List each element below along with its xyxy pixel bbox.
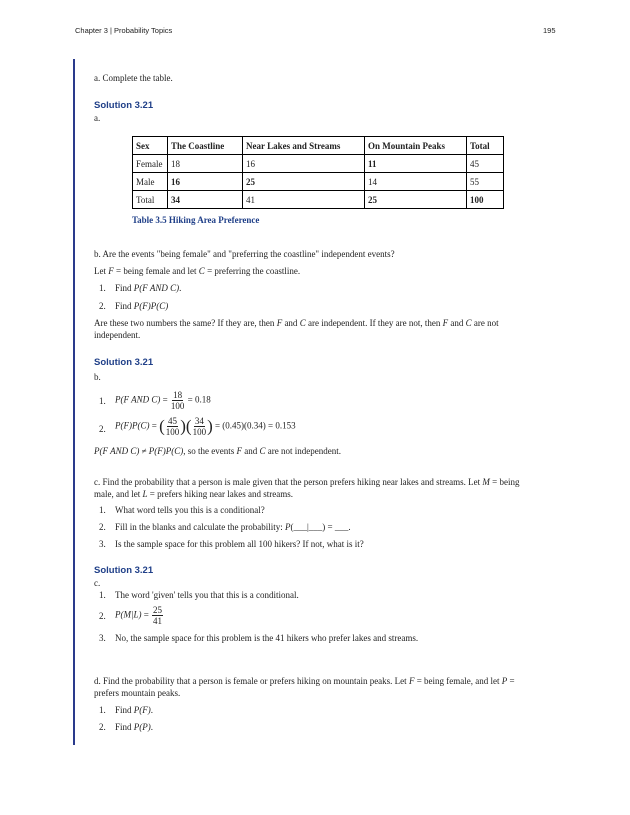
table-cell: 41 (243, 191, 365, 209)
table-cell: 16 (243, 155, 365, 173)
list-item: 1. The word 'given' tells you that this is a conditional. (99, 590, 299, 600)
table-header-cell: On Mountain Peaks (365, 137, 467, 155)
table-cell: 16 (168, 173, 243, 191)
chapter-header: Chapter 3 | Probability Topics (75, 26, 173, 35)
part-b-question: b. Are the events "being female" and "preferring the coastline" independent events? (94, 249, 395, 259)
fraction: $\frac{25}{41}$ (153, 605, 163, 626)
table-row (133, 155, 504, 173)
list-item: 2. Find P(P). (99, 722, 154, 732)
solution-a-title: Solution 3.21 (94, 100, 154, 111)
table-header-cell: Total (467, 137, 504, 155)
example-content (94, 72, 540, 733)
list-item: 1. P(F AND C) = $\frac{18}{100}$ = 0.18 (99, 390, 211, 411)
table-cell: 18 (168, 155, 243, 173)
table-cell: 34 (168, 191, 243, 209)
fraction: $\frac{45}{100}$ (165, 416, 180, 437)
part-d-question: d. Find the probability that a person is female or prefers hiking on mountain peaks. Let F = being female, and let P = prefers mountain peaks. (94, 676, 515, 698)
table-cell: Male (133, 173, 168, 191)
table-cell: 45 (467, 155, 504, 173)
table-header-row (133, 137, 504, 155)
list-item: 3. Is the sample space for this problem all 100 hikers? If not, what is it? (99, 539, 364, 549)
table-row (133, 191, 504, 209)
fraction: $\frac{34}{100}$ (192, 416, 207, 437)
list-item: 1. What word tells you this is a conditional? (99, 505, 265, 515)
fraction: $\frac{18}{100}$ (170, 390, 185, 411)
table-row (133, 173, 504, 191)
example-sidebar-rule (73, 59, 75, 745)
table-caption: Table 3.5 Hiking Area Preference (132, 215, 260, 225)
part-a-question: a. Complete the table. (94, 73, 173, 83)
table-cell: 25 (243, 173, 365, 191)
table-header-cell: Near Lakes and Streams (243, 137, 365, 155)
list-item: 3. No, the sample space for this problem is the 41 hikers who prefer lakes and streams. (99, 633, 419, 643)
solution-c-label: c. (94, 578, 101, 588)
solution-c-title: Solution 3.21 (94, 565, 154, 576)
list-item: 2. Find P(F)P(C) (99, 301, 169, 311)
table-cell: Female (133, 155, 168, 173)
table-cell: 100 (467, 191, 504, 209)
table-header-cell: Sex (133, 137, 168, 155)
list-item: 2. P(M|L) = $\frac{25}{41}$ (99, 605, 163, 626)
part-b-let: Let F = being female and let C = preferring the coastline. (94, 266, 301, 276)
part-c-question: c. Find the probability that a person is male given that the person prefers hiking near lakes and streams. Let M = being male, and let L = prefers hiking near lakes and streams. (94, 477, 520, 499)
solution-b-conclusion: P(F AND C) ≠ P(F)P(C), so the events F and C are not independent. (94, 446, 342, 456)
page-number: 195 (543, 26, 556, 35)
table-cell: Total (133, 191, 168, 209)
solution-b-title: Solution 3.21 (94, 357, 154, 368)
table-cell: 55 (467, 173, 504, 191)
table-cell: 25 (365, 191, 467, 209)
table-cell: 14 (365, 173, 467, 191)
solution-b-label: b. (94, 372, 101, 382)
list-item: 2. P(F)P(C) = ( $\frac{45}{100}$ )( $\frac{34}{100}$ ) = (0.45)(0.34) = 0.153 (99, 416, 296, 437)
list-item: 2. Fill in the blanks and calculate the probability: P(___|___) = ___. (99, 522, 351, 532)
list-item: 1. Find P(F AND C). (99, 283, 182, 293)
solution-a-label: a. (94, 113, 101, 123)
table-cell: 11 (365, 155, 467, 173)
list-item: 1. Find P(F). (99, 705, 154, 715)
hiking-table (132, 136, 504, 209)
part-b-independence-text: Are these two numbers the same? If they are, then F and C are independent. If they are not, then F and C are not independent. (94, 318, 499, 340)
table-header-cell: The Coastline (168, 137, 243, 155)
